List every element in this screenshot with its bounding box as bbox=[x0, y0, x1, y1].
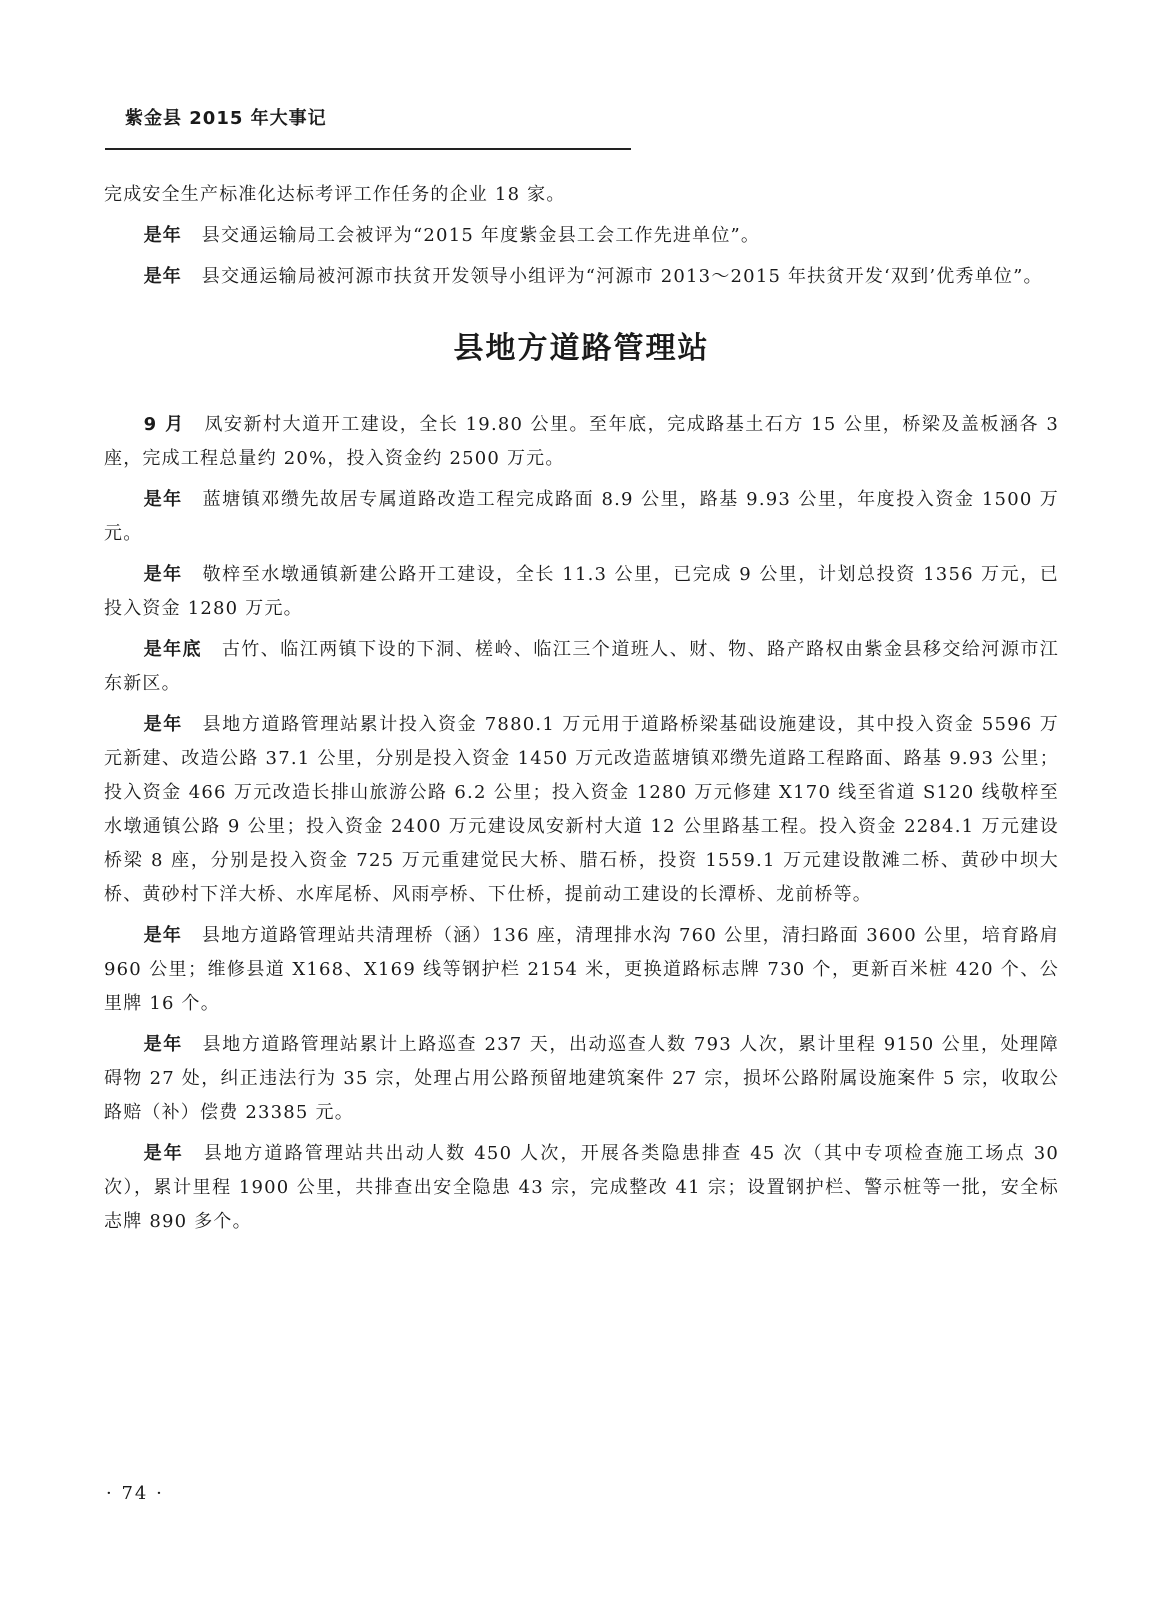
entry-lead: 是年底 bbox=[143, 639, 203, 660]
entry-lead: 是年 bbox=[143, 564, 183, 585]
entry-text: 县地方道路管理站累计上路巡查 237 天，出动巡查人数 793 人次，累计里程 9150 公里，处理障碍物 27 处，纠正违法行为 35 宗，处理占用公路预留地建筑案件 27 宗，损坏公路附属设施案件 5 宗，收取公路赔（补）偿费 23385 元。 bbox=[104, 1034, 1059, 1123]
entry-lead: 是年 bbox=[143, 1143, 184, 1164]
entry-paragraph bbox=[104, 558, 1059, 626]
entry-lead: 是年 bbox=[143, 225, 182, 246]
running-title: 紫金县 2015 年大事记 bbox=[125, 108, 327, 129]
page-number: · 74 · bbox=[106, 1483, 164, 1504]
entry-lead: 9 月 bbox=[143, 414, 185, 435]
entry-paragraph bbox=[104, 633, 1059, 701]
page-body bbox=[104, 178, 1059, 1246]
section-title: 县地方道路管理站 bbox=[453, 331, 710, 366]
entry-paragraph bbox=[104, 708, 1059, 912]
entry-text: 县地方道路管理站累计投入资金 7880.1 万元用于道路桥梁基础设施建设，其中投入资金 5596 万元新建、改造公路 37.1 公里，分别是投入资金 1450 万元改造蓝塘镇邓缵先道路工程路面、路基 9.93 公里；投入资金 466 万元改造长排山旅游公路 6.2 公里；投入资金 1280 万元修建 X170 线至省道 S120 线敬梓至水墩通镇公路 9 公里；投入资金 2400 万元建设凤安新村大道 12 公里路基工程。投入资金 2284.1 万元建设桥梁 8 座，分别是投入资金 725 万元重建觉民大桥、腊石桥，投资 1559.1 万元建设散滩二桥、黄砂中坝大桥、黄砂村下洋大桥、水库尾桥、风雨亭桥、下仕桥，提前动工建设的长潭桥、龙前桥等。 bbox=[104, 714, 1059, 905]
entry-lead: 是年 bbox=[143, 1034, 183, 1055]
entry-lead: 是年 bbox=[143, 714, 183, 735]
entry-text: 县交通运输局工会被评为“2015 年度紫金县工会工作先进单位”。 bbox=[201, 225, 761, 246]
entry-paragraph bbox=[104, 1137, 1059, 1239]
entry-text: 县地方道路管理站共出动人数 450 人次，开展各类隐患排查 45 次（其中专项检查施工场点 30 次），累计里程 1900 公里，共排查出安全隐患 43 宗，完成整改 41 宗；设置钢护栏、警示桩等一批，安全标志牌 890 多个。 bbox=[104, 1143, 1060, 1232]
entry-paragraph bbox=[104, 1028, 1059, 1130]
entry-text: 县地方道路管理站共清理桥（涵）136 座，清理排水沟 760 公里，清扫路面 3600 公里，培育路肩 960 公里；维修县道 X168、X169 线等钢护栏 2154 米，更换道路标志牌 730 个，更新百米桩 420 个、公里牌 16 个。 bbox=[104, 925, 1060, 1014]
entry-lead: 是年 bbox=[143, 925, 183, 946]
entry-lead: 是年 bbox=[143, 266, 182, 287]
intro-paragraph bbox=[104, 219, 1059, 253]
entry-lead: 是年 bbox=[143, 489, 183, 510]
entry-text: 县交通运输局被河源市扶贫开发领导小组评为“河源市 2013～2015 年扶贫开发‘双到’优秀单位”。 bbox=[201, 266, 1043, 287]
intro-paragraph bbox=[104, 260, 1059, 294]
intro-paragraph: 完成安全生产标准化达标考评工作任务的企业 18 家。 bbox=[104, 184, 566, 205]
entry-text: 敬梓至水墩通镇新建公路开工建设，全长 11.3 公里，已完成 9 公里，计划总投资 1356 万元，已投入资金 1280 万元。 bbox=[104, 564, 1059, 619]
entry-text: 凤安新村大道开工建设，全长 19.80 公里。至年底，完成路基土石方 15 公里，桥梁及盖板涵各 3 座，完成工程总量约 20%，投入资金约 2500 万元。 bbox=[104, 414, 1059, 469]
entry-paragraph bbox=[104, 408, 1059, 476]
entry-text: 古竹、临江两镇下设的下洞、槎岭、临江三个道班人、财、物、路产路权由紫金县移交给河源市江东新区。 bbox=[104, 639, 1059, 694]
entry-text: 蓝塘镇邓缵先故居专属道路改造工程完成路面 8.9 公里，路基 9.93 公里，年度投入资金 1500 万元。 bbox=[104, 489, 1059, 544]
entry-paragraph bbox=[104, 483, 1059, 551]
header-rule bbox=[105, 148, 631, 150]
entry-paragraph bbox=[104, 919, 1059, 1021]
